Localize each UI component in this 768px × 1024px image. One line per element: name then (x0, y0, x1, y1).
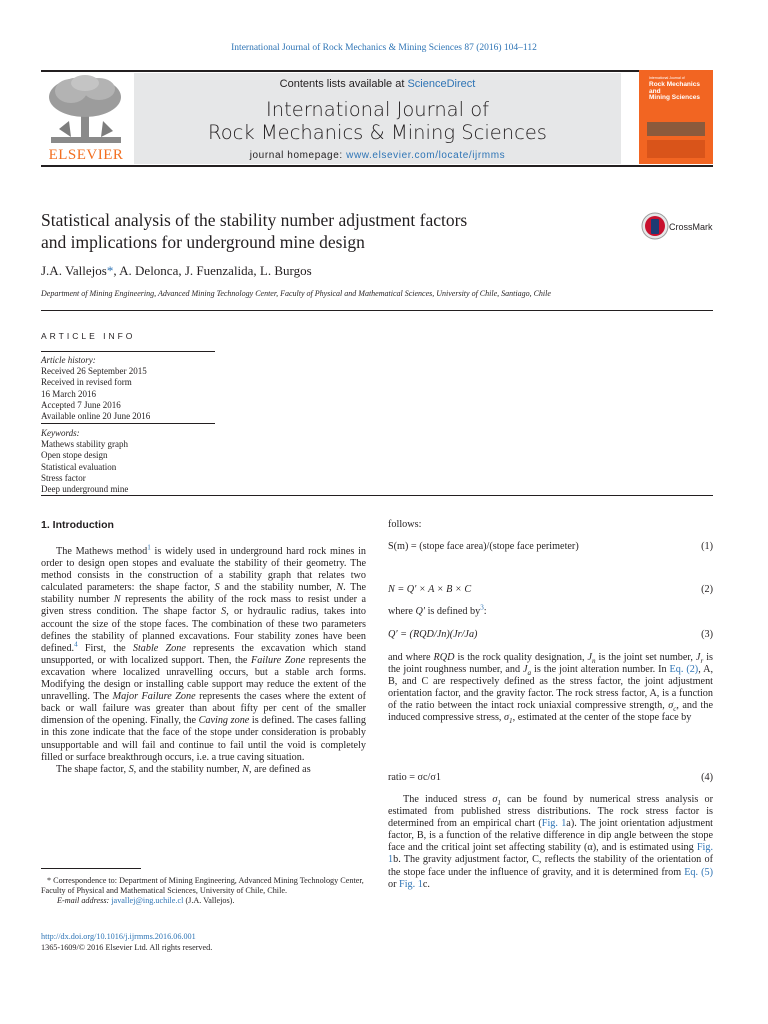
footnote-rule (41, 868, 141, 869)
history-item: Received 26 September 2015 (41, 366, 147, 377)
history-item: Available online 20 June 2016 (41, 411, 151, 422)
section-heading-introduction: 1. Introduction (41, 519, 114, 531)
intro-left-column (41, 543, 367, 776)
journal-title-line1: International Journal of (265, 98, 490, 121)
email-line: E-mail address: javallej@ing.uchile.cl (J.A. Vallejos). (57, 896, 235, 905)
where-q-line: where Q′ is defined $by^3$: (388, 603, 487, 617)
journal-citation[interactable]: International Journal of Rock Mechanics & Mining Sciences 87 (2016) 104–112 (231, 43, 537, 53)
induced-stress-paragraph: The induced stress $\sigma_1$ can be found by numerical stress analysis or estimated from published stress distributions. The rock stress factor is determined from an empirical chart (Fig. 1a). The joint orientation adjustment factor, B, is a function of the relative difference in dip angle between the stope face and the critical joint set affecting stability (α), and is estimated using Fig. 1b. The gravity adjustment factor, C, reflects the stability of the orientation of the stope face under the influence of gravity, and it is determined from Eq. (5) or Fig. 1c. (388, 794, 714, 890)
correspondence-footnote (41, 876, 366, 906)
email-label: E-mail address: (57, 896, 112, 905)
cover-title-line: Rock Mechanics (649, 81, 700, 88)
equation-4-text: ratio = σc/σ1 (388, 772, 441, 783)
homepage-prefix: journal homepage: (249, 150, 347, 161)
article-info-heading: ARTICLE INFO (41, 331, 136, 341)
equation-3-number: (3) (701, 629, 713, 640)
figure-1-link[interactable]: Fig. 1 (388, 842, 713, 866)
article-title-line2: and implications for underground mine design (41, 232, 365, 252)
footer (41, 931, 212, 953)
email-link[interactable]: javallej@ing.uchile.cl (111, 896, 184, 905)
history-item: Received in revised form (41, 377, 132, 388)
abstract-bottom-rule (41, 495, 713, 496)
crossmark-label[interactable]: CrossMark (669, 222, 713, 232)
equation-1-text: S(m) = (stope face area)/(stope face perimeter) (388, 541, 579, 552)
article-title (41, 209, 467, 253)
keyword-item: Mathews stability graph (41, 439, 128, 450)
equation-2-link[interactable]: Eq. (2) (669, 664, 699, 676)
keywords-rule (41, 423, 215, 424)
cover-image (647, 122, 705, 136)
equation-1-number: (1) (701, 541, 713, 552)
equation-3 (388, 629, 713, 640)
history-item: Accepted 7 June 2016 (41, 399, 121, 410)
contents-line (134, 78, 621, 90)
rqd-paragraph: and where RQD is the rock quality designation, $J_n$ is the joint set number, $J_r$ is the joint roughness number, and $J_a$ is the joint alteration number. In Eq. (2), A, B, and C are respectively defined as the stress factor, the joint adjustment orientation factor, and the gravity factor. The rock stress factor, A, is a function of the ratio between the intact rock uniaxial compressive strength, $\sigma_c$, and the induced compressive stress, $\sigma_1$, estimated at the center of the stope face by (388, 652, 714, 726)
follows-text: follows: (388, 519, 422, 530)
author-list (41, 263, 312, 279)
copyright: 1365-1609/© 2016 Elsevier Ltd. All rights reserved. (41, 943, 213, 952)
author-first[interactable]: J.A. Vallejos (41, 263, 107, 278)
keyword-item: Deep underground mine (41, 484, 129, 495)
cover-title-line: and (649, 87, 661, 95)
history-item: 16 March 2016 (41, 388, 96, 399)
correspondence-text: * Correspondence to: Department of Mining Engineering, Advanced Mining Technology Center, Faculty of Physical and Mathematical Sciences, University of Chile, Chile. (41, 876, 364, 895)
reference-link[interactable]: 3 (480, 603, 484, 612)
elsevier-wordmark: ELSEVIER (48, 147, 124, 163)
equation-2 (388, 584, 713, 595)
doi-link[interactable]: http://dx.doi.org/10.1016/j.ijrmms.2016.06.001 (41, 932, 196, 941)
cover-stripe (647, 140, 705, 158)
crossmark-icon (641, 212, 669, 240)
homepage-link[interactable]: www.elsevier.com/locate/ijrmms (346, 150, 506, 161)
header-rule (41, 310, 713, 311)
masthead-top-rule (41, 70, 713, 72)
keyword-item: Stress factor (41, 472, 86, 483)
crossmark-badge[interactable] (641, 212, 669, 245)
equation-2-number: (2) (701, 584, 713, 595)
equation-2-text: N = Q′ × A × B × C (388, 584, 472, 595)
equation-5-link[interactable]: Eq. (5) (684, 866, 714, 878)
reference-link[interactable]: 1 (147, 543, 151, 552)
intro-paragraph-1: The Mathews method$^1$ is widely used in underground hard rock mines in order to design open stopes and evaluate the stability of their geometry. The method consists in the construction of a stability graph that relates two calculated parameters: the shape factor, S and the stability number, N. The stability number N represents the ability of the rock mass to resist under a given stress condition. The shape factor S, or hydraulic radius, takes into account the size of the stope faces. The combination of these two parameters defines the stability of planned excavations. Four stability zones have been defined.$^4$ First, the Stable Zone represents the excavation which stand unsupported, or with localized support. Then, the Failure Zone represents the excavation where localized unravelling occurs, but a stable arch forms. Modifying the design or installing cable support may reduce the extent of the unravelling. The Major Failure Zone represents the cases where the extent of back or wall failure was greater than about fifty per cent of the smaller dimension of the opening. Finally, the Caving zone is defined. The cases falling in this zone indicate that the face of the stope under consideration is probably unsupportable and will fail and continue to fail until the void is completely filled or surface breakthrough occurs, i.e. a true caving situation. (41, 543, 367, 763)
intro-paragraph-2: The shape factor, S, and the stability number, N, are defined as (56, 763, 311, 775)
cover-title (649, 82, 700, 102)
history-label: Article history: (41, 355, 96, 365)
journal-title (134, 98, 621, 144)
reference-link[interactable]: 4 (74, 640, 78, 649)
keywords-label: Keywords: (41, 428, 80, 438)
journal-homepage (134, 150, 621, 161)
equation-3-text: Q′ = (RQD/Jn)(Jr/Ja) (388, 629, 478, 640)
equation-1 (388, 541, 713, 552)
contents-prefix: Contents lists available at (279, 78, 408, 90)
keywords (41, 428, 128, 495)
equation-4-number: (4) (701, 772, 713, 783)
equation-4 (388, 772, 713, 783)
journal-title-line2: Rock Mechanics & Mining Sciences (208, 121, 547, 144)
figure-1-link[interactable]: Fig. 1 (399, 878, 423, 890)
figure-1-link[interactable]: Fig. 1 (541, 818, 567, 830)
author-rest: , A. Delonca, J. Fuenzalida, L. Burgos (113, 263, 312, 278)
sciencedirect-link[interactable]: ScienceDirect (407, 78, 476, 90)
corresponding-author-star[interactable]: * (106, 263, 114, 278)
keyword-item: Statistical evaluation (41, 461, 117, 472)
article-title-line1: Statistical analysis of the stability number adjustment factors (41, 210, 468, 230)
cover-title-line: Mining Sciences (649, 94, 700, 101)
article-history (41, 355, 150, 422)
masthead-bottom-rule (41, 165, 713, 167)
affiliation: Department of Mining Engineering, Advanced Mining Technology Center, Faculty of Physical and Mathematical Sciences, University of Chile, Santiago, Chile (41, 289, 551, 298)
cover-small-text: International Journal of (649, 76, 685, 80)
article-info-rule (41, 351, 215, 352)
keyword-item: Open stope design (41, 450, 108, 461)
journal-cover[interactable] (639, 70, 713, 164)
